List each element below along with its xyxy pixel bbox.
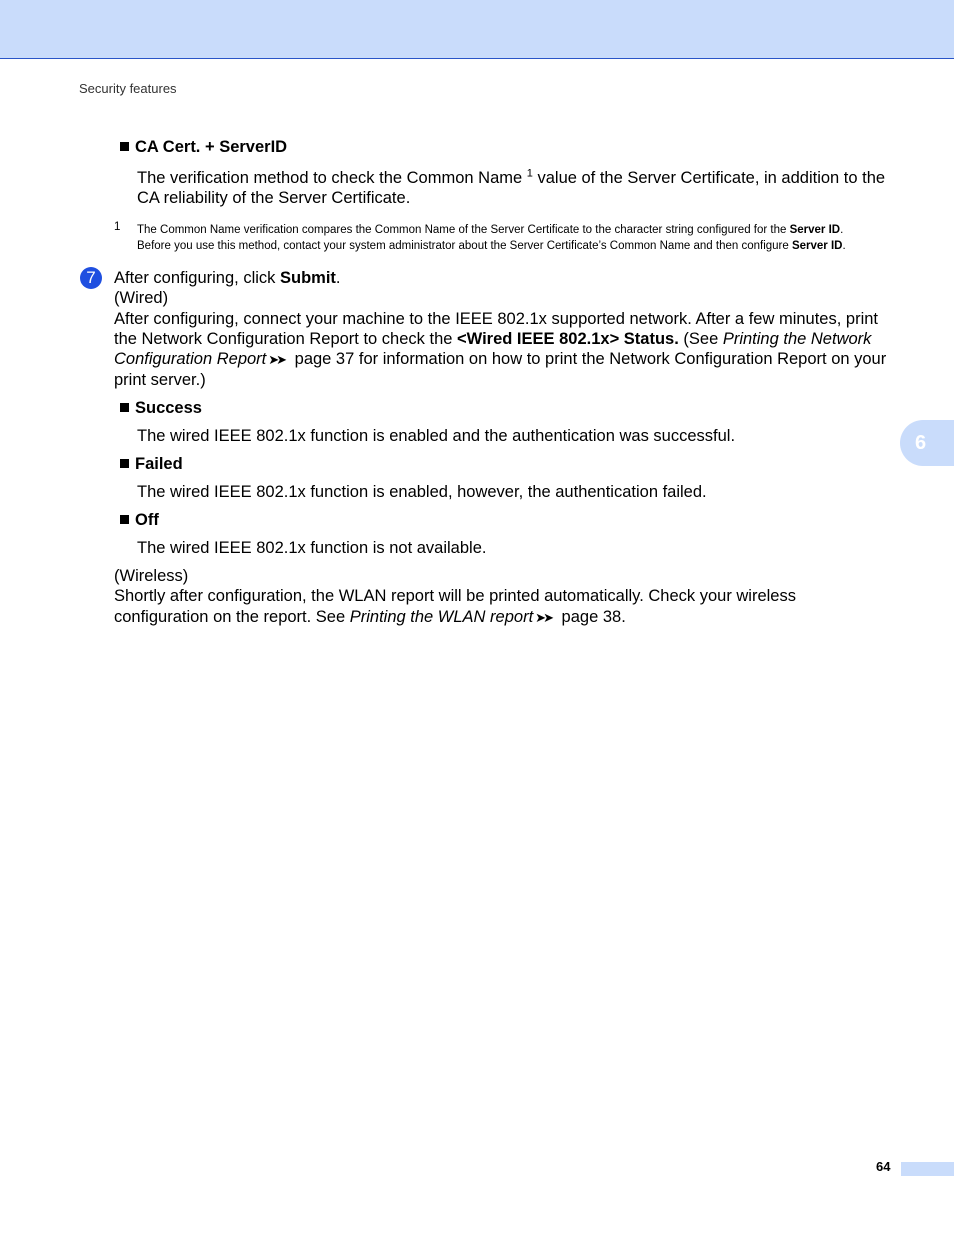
step-7-icon: 7 xyxy=(80,267,102,289)
double-arrow-icon: ➤➤ xyxy=(535,609,551,625)
wired-paragraph: After configuring, connect your machine to the IEEE 802.1x supported network. After a few minutes, print the Network Configuration Report to check the <Wired IEEE 802.1x> Status. (See Printing the Network Configuration Report ➤➤ page 37 for information on how to print the Network Configuration Report on your print server.) xyxy=(114,309,887,390)
footnote-ref: 1 xyxy=(526,167,533,180)
wireless-label: (Wireless) xyxy=(114,567,189,585)
page-number-bar xyxy=(901,1162,954,1176)
ca-cert-description: The verification method to check the Common Name $^1$ value of the Server Certificate, in addition to the CA reliability of the Server Certificate. xyxy=(137,167,886,208)
status-success-heading: Success xyxy=(120,398,202,418)
status-failed-desc: The wired IEEE 802.1x function is enabled, however, the authentication failed. xyxy=(137,483,707,501)
chapter-number: 6 xyxy=(915,431,927,454)
status-off-heading: Off xyxy=(120,510,159,530)
square-bullet-icon xyxy=(120,403,129,412)
page-number: 64 xyxy=(876,1159,891,1174)
chapter-tab xyxy=(900,420,954,466)
square-bullet-icon xyxy=(120,459,129,468)
double-arrow-icon: ➤➤ xyxy=(268,352,285,368)
status-off-desc: The wired IEEE 802.1x function is not available. xyxy=(137,539,487,557)
footnote-text: The Common Name verification compares the Common Name of the Server Certificate to the character string configured for the Server ID. Before you use this method, contact your system administrator about the Server Certificate’s Common Name and then configure Server ID. xyxy=(137,224,846,252)
header-band xyxy=(0,0,954,59)
wireless-section xyxy=(114,566,874,628)
square-bullet-icon xyxy=(120,142,129,151)
status-success-desc: The wired IEEE 802.1x function is enabled and the authentication was successful. xyxy=(137,427,736,445)
wired-label: (Wired) xyxy=(114,289,169,308)
wireless-paragraph: Shortly after configuration, the WLAN report will be printed automatically. Check your wireless configuration on the report. See Printing the WLAN report ➤➤ page 38. xyxy=(114,587,796,626)
running-header: Security features xyxy=(79,81,177,96)
step-7-body xyxy=(114,268,896,391)
step-7-intro: After configuring, click Submit. xyxy=(114,269,341,287)
footnote-marker: 1 xyxy=(114,221,121,233)
ca-cert-heading: CA Cert. + ServerID xyxy=(120,137,287,157)
square-bullet-icon xyxy=(120,515,129,524)
status-failed-heading: Failed xyxy=(120,454,183,474)
